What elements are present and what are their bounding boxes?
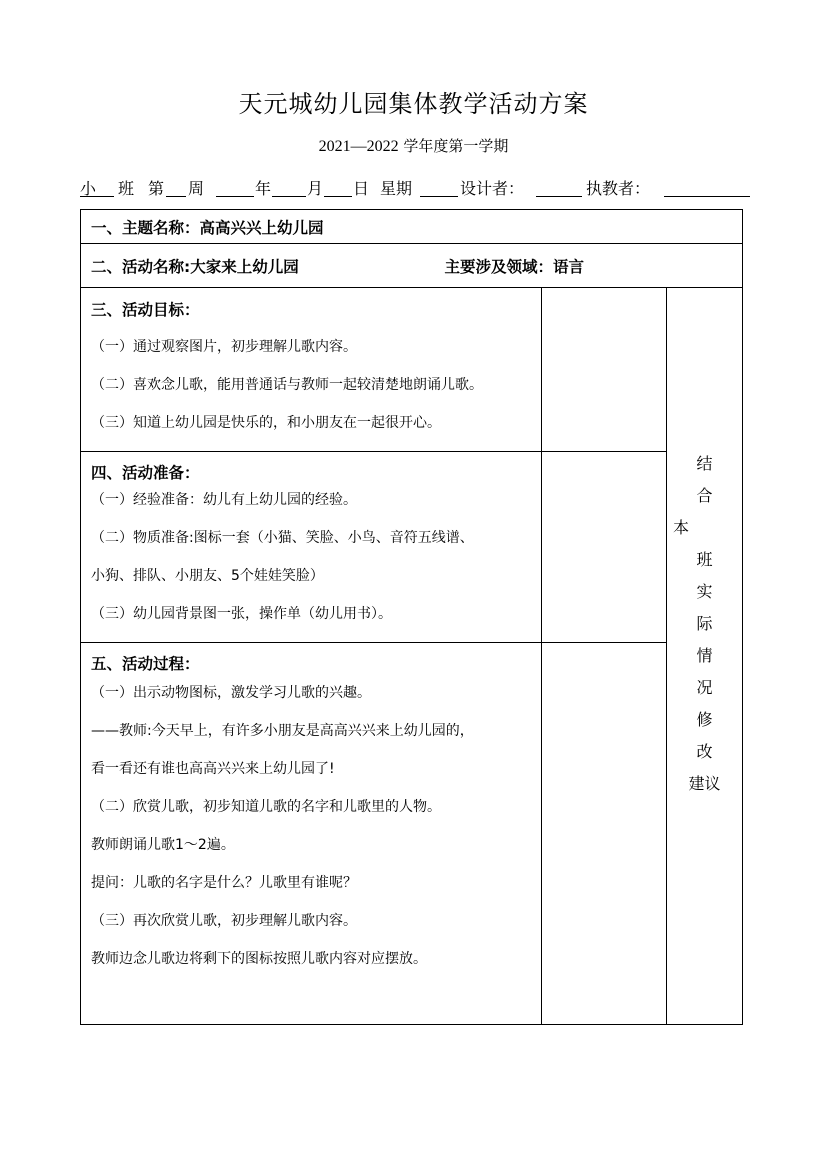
week-prefix: 第 [148,179,165,198]
activity-row [81,244,743,288]
side-note-cell [667,288,743,1025]
side-note-char: 改 [696,742,713,761]
process-item: （二）欣赏儿歌，初步知道儿歌的名字和儿歌里的人物。 [91,799,441,815]
class-blank[interactable] [80,196,114,197]
year-range: 2021—2022 [318,138,399,155]
side-note-char: 班 [696,550,713,569]
process-item: （一）出示动物图标，激发学习儿歌的兴趣。 [91,685,371,701]
side-note-char: 实 [696,582,713,601]
process-section [81,643,542,1025]
preparation-item: （三）幼儿园背景图一张，操作单（幼儿用书）。 [91,606,392,622]
weekday-label: 星期 [380,179,413,198]
activity-plan-table [80,209,743,1025]
theme-row [81,210,743,244]
side-note-char: 修 [696,710,713,729]
preparation-item: 小狗、排队、小朋友、5个娃娃笑脸） [91,568,324,584]
activity-cell [81,244,743,288]
goals-notes-cell[interactable] [542,288,667,452]
year-label: 年 [255,179,272,198]
goal-item: （二）喜欢念儿歌，能用普通话与教师一起较清楚地朗诵儿歌。 [91,377,483,393]
day-label: 日 [353,179,370,198]
teacher-blank[interactable] [664,196,750,197]
weekday-blank[interactable] [420,196,458,197]
teacher-label: 执教者： [586,179,651,198]
day-blank[interactable] [324,196,352,197]
school-term [0,135,827,156]
preparation-item: （一）经验准备：幼儿有上幼儿园的经验。 [91,492,357,508]
side-note-char: 况 [696,678,713,697]
side-note-char: 本 [673,518,690,537]
side-note-char: 际 [696,614,713,633]
activity-domain: 主要涉及领域：语言 [444,258,585,276]
year-blank[interactable] [216,196,254,197]
process-row [81,643,743,1025]
side-note-char: 结 [696,454,713,473]
goal-item: （三）知道上幼儿园是快乐的，和小朋友在一起很开心。 [91,415,441,431]
goals-section [81,288,542,452]
info-line [80,176,750,202]
week-label: 周 [188,179,205,198]
goals-title: 三、活动目标： [91,301,200,319]
class-value: 小 [80,179,97,198]
process-item: （三）再次欣赏儿歌，初步理解儿歌内容。 [91,913,357,929]
side-note-char: 合 [696,486,713,505]
week-blank[interactable] [166,196,186,197]
preparation-row [81,452,743,643]
month-blank[interactable] [272,196,306,197]
goal-item: （一）通过观察图片，初步理解儿歌内容。 [91,339,357,355]
process-item: 提问：儿歌的名字是什么？儿歌里有谁呢？ [91,875,357,891]
preparation-notes-cell[interactable] [542,452,667,643]
theme-cell: 一、主题名称：高高兴兴上幼儿园 [81,210,743,244]
class-label: 班 [118,179,135,198]
side-note-char: 建议 [688,774,721,793]
process-item: 教师朗诵儿歌1～2遍。 [91,837,235,853]
process-item: ——教师:今天早上，有许多小朋友是高高兴兴来上幼儿园的， [91,723,474,739]
goals-row [81,288,743,452]
month-label: 月 [307,179,324,198]
preparation-section [81,452,542,643]
process-title: 五、活动过程： [91,655,200,673]
process-item: 教师边念儿歌边将剩下的图标按照儿歌内容对应摆放。 [91,951,427,967]
process-item: 看一看还有谁也高高兴兴来上幼儿园了! [91,761,335,777]
designer-label: 设计者： [460,179,525,198]
page-title: 天元城幼儿园集体教学活动方案 [238,90,589,118]
process-notes-cell[interactable] [542,643,667,1025]
term-label: 学年度第一学期 [403,137,509,155]
preparation-item: （二）物质准备:图标一套（小猫、笑脸、小鸟、音符五线谱、 [91,530,474,546]
preparation-title: 四、活动准备： [91,464,200,482]
designer-blank[interactable] [536,196,582,197]
activity-name: 二、活动名称:大家来上幼儿园 [91,258,299,276]
side-note-char: 情 [696,646,713,665]
